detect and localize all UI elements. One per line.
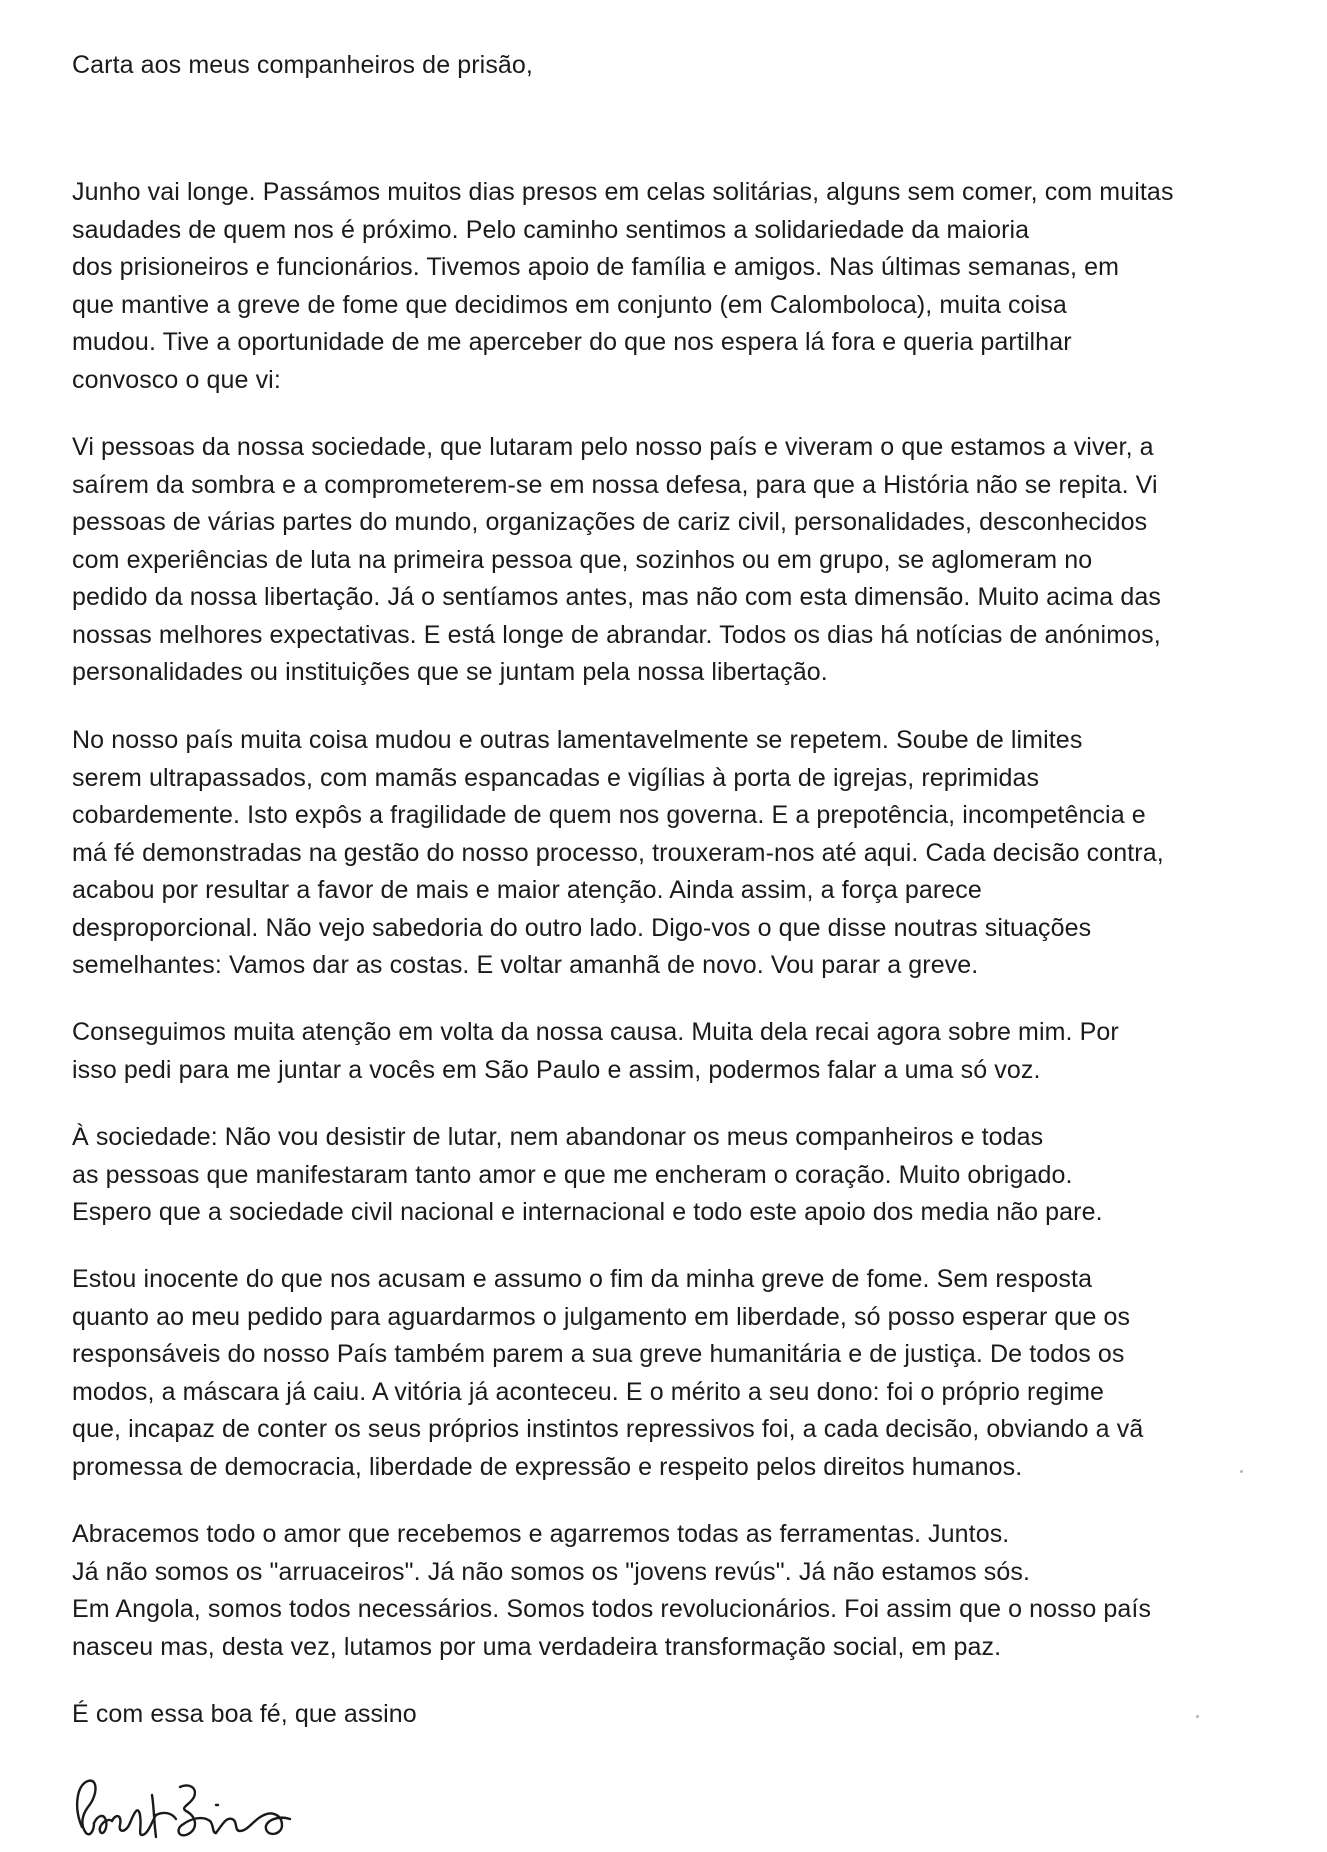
letter-line: pedido da nossa libertação. Já o sentíamos antes, mas não com esta dimensão. Muito acima das <box>72 583 1161 611</box>
letter-line: saudades de quem nos é próximo. Pelo caminho sentimos a solidariedade da maioria <box>72 216 1030 244</box>
letter-line: com experiências de luta na primeira pessoa que, sozinhos ou em grupo, se aglomeram no <box>72 546 1093 574</box>
letter-line: À sociedade: Não vou desistir de lutar, nem abandonar os meus companheiros e todas <box>72 1123 1044 1151</box>
letter-line: Conseguimos muita atenção em volta da nossa causa. Muita dela recai agora sobre mim. Por <box>72 1018 1119 1046</box>
letter-line: que, incapaz de conter os seus próprios instintos repressivos foi, a cada decisão, obviando a vã <box>72 1415 1144 1443</box>
letter-line: responsáveis do nosso País também parem a sua greve humanitária e de justiça. De todos os <box>72 1340 1125 1368</box>
letter-line: má fé demonstradas na gestão do nosso processo, trouxeram-nos até aqui. Cada decisão contra, <box>72 839 1164 867</box>
letter-line: dos prisioneiros e funcionários. Tivemos apoio de família e amigos. Nas últimas semanas, em <box>72 253 1120 281</box>
letter-line: Vi pessoas da nossa sociedade, que lutaram pelo nosso país e viveram o que estamos a viver, a <box>72 433 1154 461</box>
letter-salutation: Carta aos meus companheiros de prisão, <box>72 51 533 79</box>
scan-speck <box>1196 1715 1199 1718</box>
letter-line: serem ultrapassados, com mamãs espancadas e vigílias à porta de igrejas, reprimidas <box>72 764 1040 792</box>
letter-line: saírem da sombra e a comprometerem-se em nossa defesa, para que a História não se repita. Vi <box>72 471 1158 499</box>
letter-line: quanto ao meu pedido para aguardarmos o julgamento em liberdade, só posso esperar que os <box>72 1303 1131 1331</box>
letter-line: pessoas de várias partes do mundo, organizações de cariz civil, personalidades, desconhecidos <box>72 508 1148 536</box>
letter-line: acabou por resultar a favor de mais e maior atenção. Ainda assim, a força parece <box>72 876 982 904</box>
letter-line: Espero que a sociedade civil nacional e internacional e todo este apoio dos media não pare. <box>72 1198 1103 1226</box>
letter-line: que mantive a greve de fome que decidimos em conjunto (em Calomboloca), muita coisa <box>72 291 1067 319</box>
letter-line: mudou. Tive a oportunidade de me aperceber do que nos espera lá fora e queria partilhar <box>72 328 1072 356</box>
letter-line: nasceu mas, desta vez, lutamos por uma verdadeira transformação social, em paz. <box>72 1633 1002 1661</box>
letter-line: promessa de democracia, liberdade de expressão e respeito pelos direitos humanos. <box>72 1453 1023 1481</box>
letter-line: desproporcional. Não vejo sabedoria do outro lado. Digo-vos o que disse noutras situações <box>72 914 1092 942</box>
letter-line: as pessoas que manifestaram tanto amor e que me encheram o coração. Muito obrigado. <box>72 1161 1073 1189</box>
letter-line: cobardemente. Isto expôs a fragilidade de quem nos governa. E a prepotência, incompetência e <box>72 801 1146 829</box>
letter-line: modos, a máscara já caiu. A vitória já aconteceu. E o mérito a seu dono: foi o próprio regime <box>72 1378 1105 1406</box>
handwritten-signature <box>68 1775 328 1845</box>
letter-line: nossas melhores expectativas. E está longe de abrandar. Todos os dias há notícias de anónimos, <box>72 621 1161 649</box>
letter-line: Junho vai longe. Passámos muitos dias presos em celas solitárias, alguns sem comer, com muitas <box>72 178 1174 206</box>
letter-line: personalidades ou instituições que se juntam pela nossa libertação. <box>72 658 828 686</box>
letter-line: convosco o que vi: <box>72 366 281 394</box>
letter-line: Abracemos todo o amor que recebemos e agarremos todas as ferramentas. Juntos. <box>72 1520 1010 1548</box>
letter-line: Em Angola, somos todos necessários. Somos todos revolucionários. Foi assim que o nosso país <box>72 1595 1152 1623</box>
letter-line: Já não somos os "arruaceiros". Já não somos os "jovens revús". Já não estamos sós. <box>72 1558 1031 1586</box>
letter-closing: É com essa boa fé, que assino <box>72 1700 417 1728</box>
letter-line: Estou inocente do que nos acusam e assumo o fim da minha greve de fome. Sem resposta <box>72 1265 1093 1293</box>
letter-line: semelhantes: Vamos dar as costas. E voltar amanhã de novo. Vou parar a greve. <box>72 951 979 979</box>
letter-line: isso pedi para me juntar a vocês em São Paulo e assim, podermos falar a uma só voz. <box>72 1056 1041 1084</box>
scan-speck <box>1240 1470 1243 1473</box>
letter-line: No nosso país muita coisa mudou e outras lamentavelmente se repetem. Soube de limites <box>72 726 1083 754</box>
